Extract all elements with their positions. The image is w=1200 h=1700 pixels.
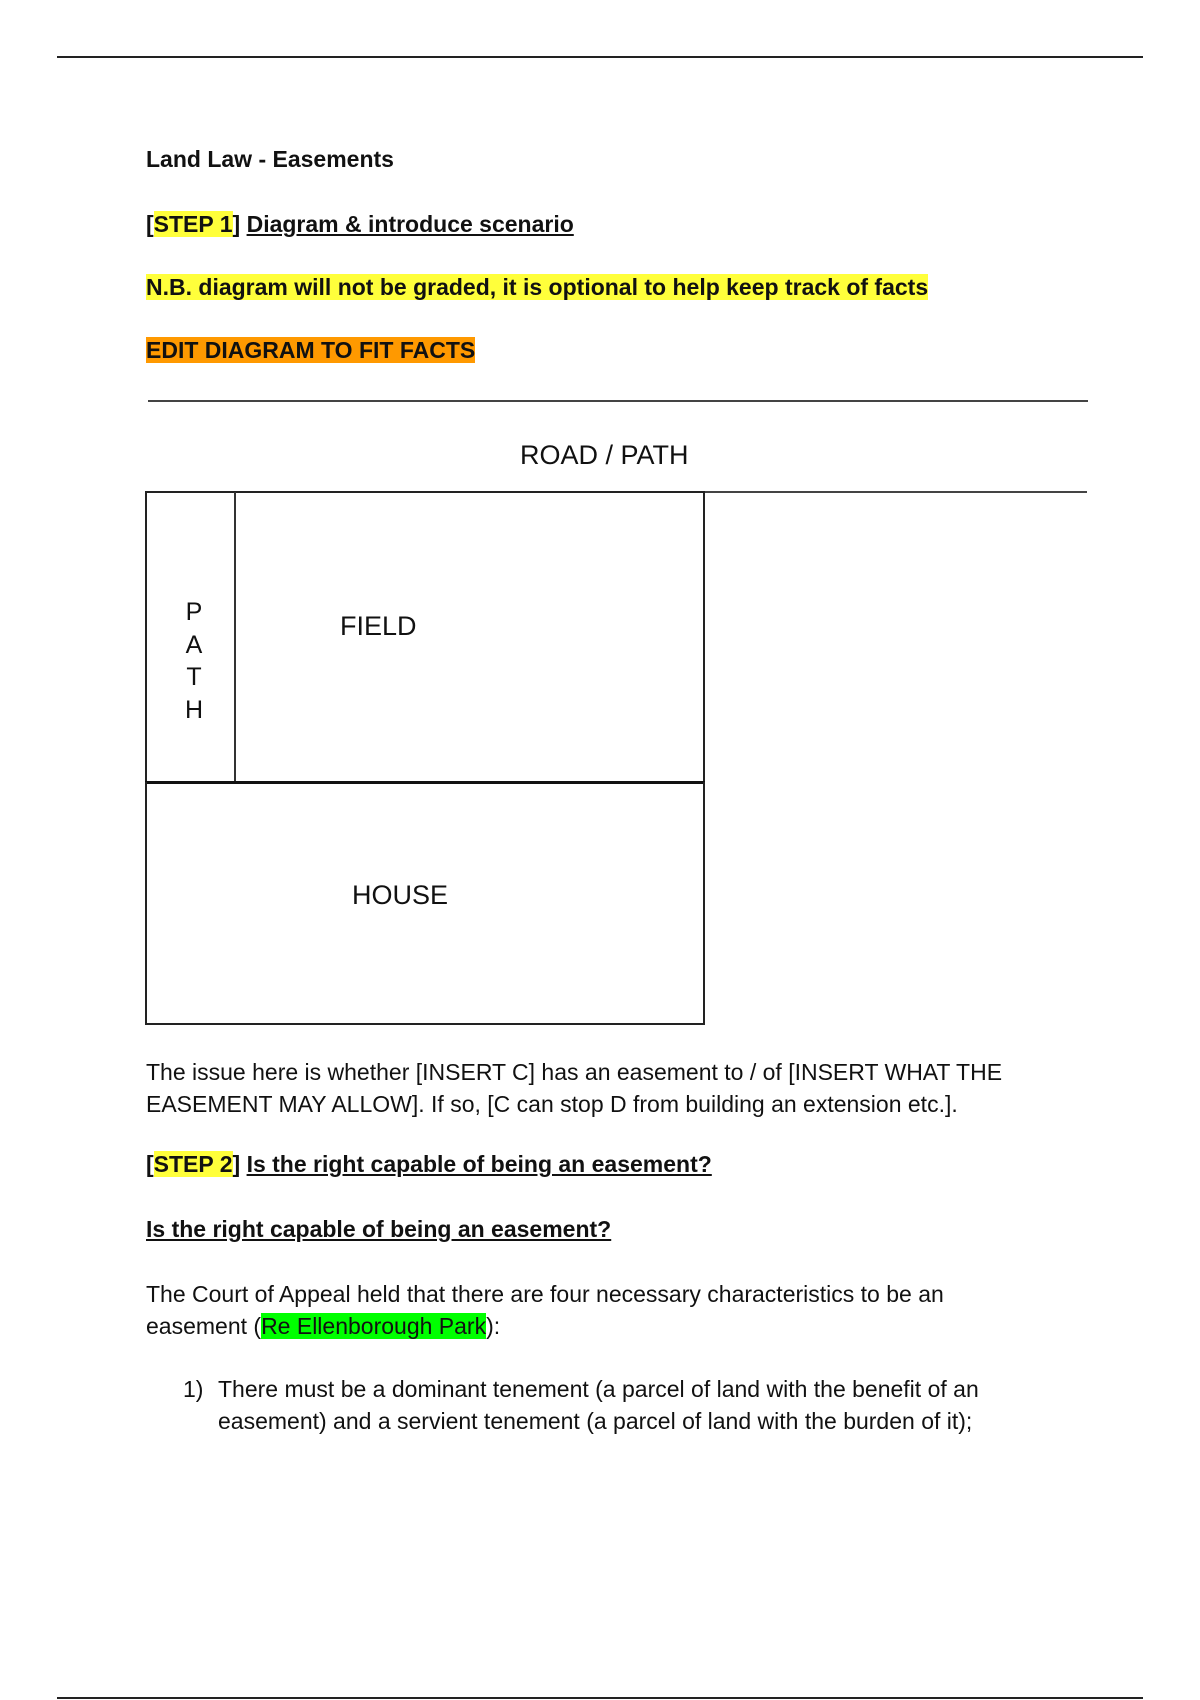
road-label: ROAD / PATH: [520, 440, 689, 470]
step2-bracket-open: [: [146, 1151, 154, 1177]
step1-bracket-open: [: [146, 211, 154, 237]
field-box: [145, 491, 705, 783]
step2-heading-text: Is the right capable of being an easement?: [246, 1151, 712, 1177]
grading-note-text: N.B. diagram will not be graded, it is optional to help keep track of facts: [146, 274, 929, 300]
edit-diagram-banner-text: EDIT DIAGRAM TO FIT FACTS: [146, 337, 476, 363]
path-divider: [234, 492, 236, 782]
court-line-2-prefix: easement (: [146, 1313, 262, 1339]
list-item-text: [218, 1373, 1118, 1437]
court-line-1: The Court of Appeal held that there are four necessary characteristics to be an: [146, 1281, 944, 1307]
page-top-rule: [57, 56, 1143, 58]
court-line-2-suffix: ):: [486, 1313, 501, 1339]
list-item-line-2: easement) and a servient tenement (a parcel of land with the burden of it);: [218, 1408, 973, 1434]
edit-diagram-banner: [146, 334, 475, 367]
grading-note: [146, 271, 928, 304]
field-label: FIELD: [340, 611, 417, 641]
issue-line-1: The issue here is whether [INSERT C] has an easement to / of [INSERT WHAT THE: [146, 1059, 1003, 1085]
step2-heading: [146, 1148, 712, 1181]
step1-bracket-close: ]: [232, 211, 241, 237]
issue-line-2: EASEMENT MAY ALLOW]. If so, [C can stop D from building an extension etc.].: [146, 1091, 958, 1117]
path-letter-t: T: [186, 663, 202, 691]
issue-paragraph: [146, 1056, 1066, 1120]
path-letter-h: H: [184, 695, 204, 724]
list-item-number: 1): [183, 1376, 204, 1402]
list-item-line-1: There must be a dominant tenement (a parcel of land with the benefit of an: [218, 1376, 979, 1402]
document-title: Land Law - Easements: [146, 146, 394, 172]
step2-tag: STEP 2: [153, 1151, 233, 1177]
step2-bracket-close: ]: [232, 1151, 241, 1177]
step1-heading: [146, 208, 574, 241]
road-bottom-line: [704, 491, 1087, 493]
path-letter-a: A: [185, 630, 203, 659]
path-letter-p: P: [185, 598, 203, 626]
page-bottom-rule: [57, 1697, 1143, 1699]
path-label: [174, 596, 214, 726]
step1-heading-text: Diagram & introduce scenario: [246, 211, 574, 237]
capability-subheading: Is the right capable of being an easement?: [146, 1216, 612, 1242]
case-name-highlight: Re Ellenborough Park: [261, 1313, 487, 1339]
step1-tag: STEP 1: [153, 211, 233, 237]
court-paragraph: [146, 1278, 1066, 1342]
road-top-line: [148, 400, 1088, 402]
house-label: HOUSE: [352, 880, 449, 910]
court-line-2: [146, 1310, 1066, 1342]
